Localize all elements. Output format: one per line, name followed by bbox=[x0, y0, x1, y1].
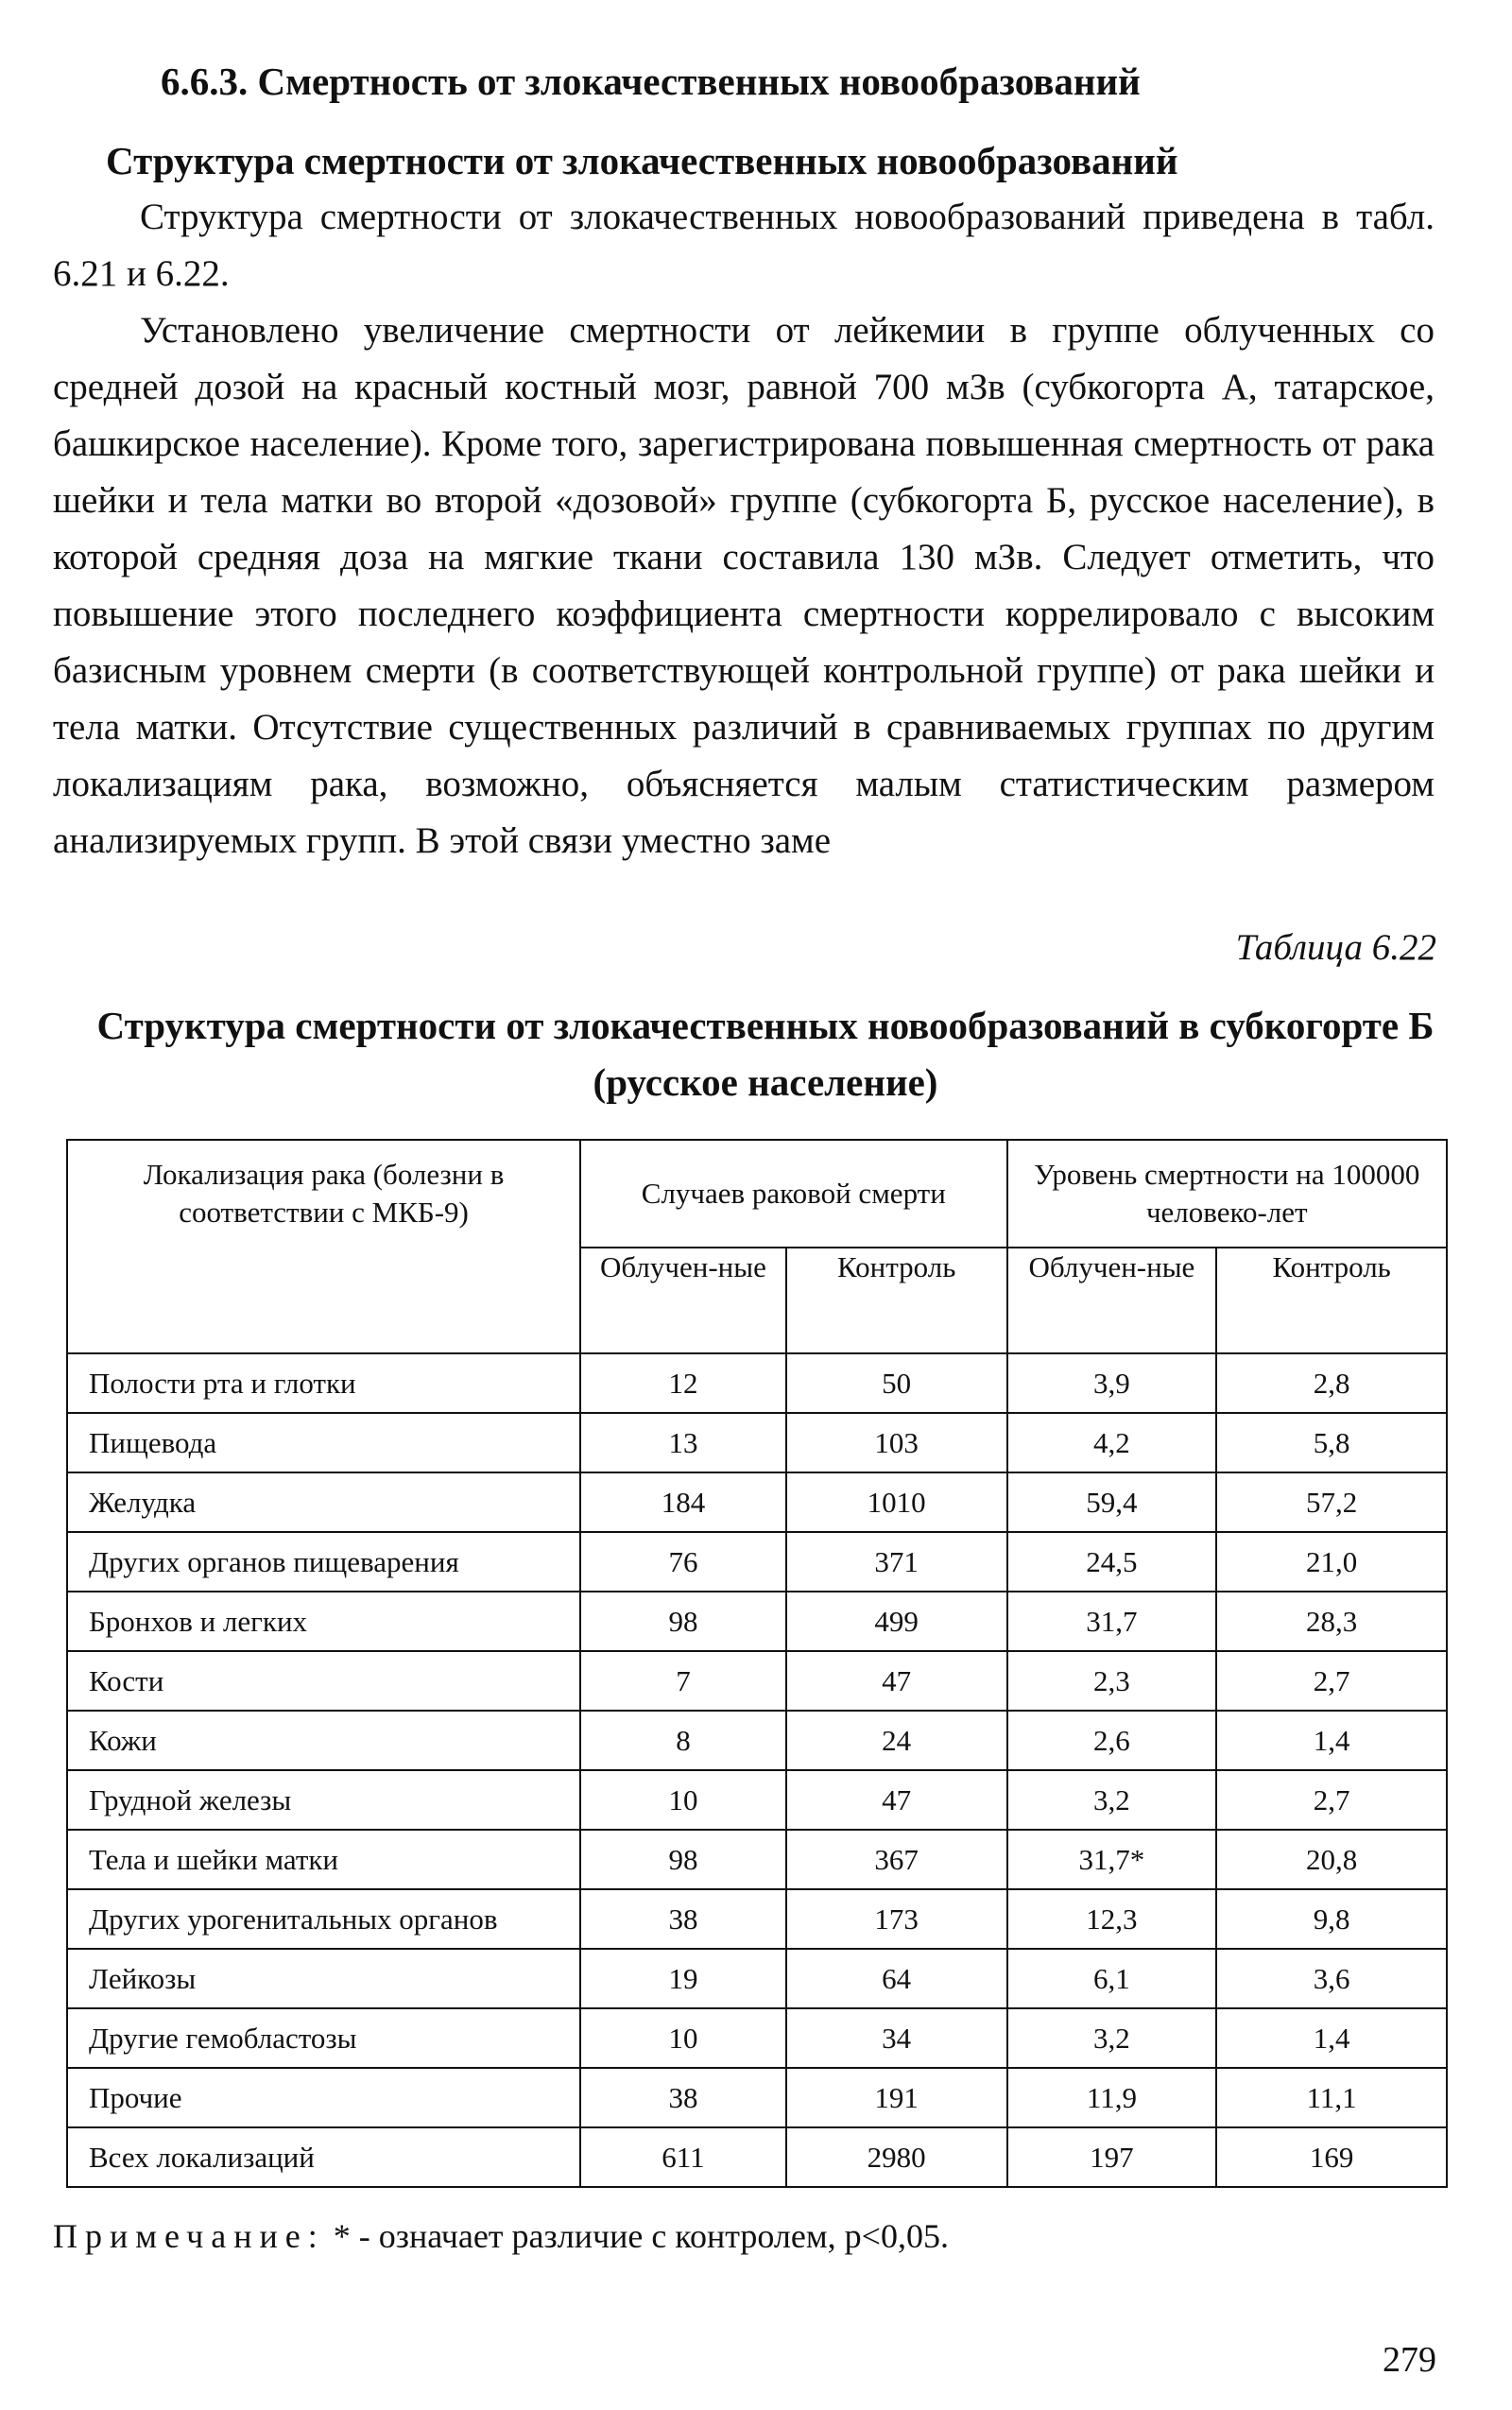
cell-value: 1010 bbox=[786, 1472, 1007, 1532]
cell-localization: Грудной железы bbox=[67, 1770, 580, 1830]
cell-value: 13 bbox=[580, 1413, 786, 1472]
cell-value: 184 bbox=[580, 1472, 786, 1532]
cell-localization: Полости рта и глотки bbox=[67, 1353, 580, 1413]
cell-value: 10 bbox=[580, 1770, 786, 1830]
table-row bbox=[67, 2127, 1447, 2187]
cell-localization: Другие гемобластозы bbox=[67, 2008, 580, 2068]
cell-localization: Других урогенитальных органов bbox=[67, 1889, 580, 1949]
cell-value: 12 bbox=[580, 1353, 786, 1413]
cell-value: 367 bbox=[786, 1830, 1007, 1889]
mortality-table bbox=[66, 1139, 1448, 2188]
cell-value: 173 bbox=[786, 1889, 1007, 1949]
note-label: Примечание: bbox=[53, 2217, 325, 2255]
section-title: 6.6.3. Смертность от злокачественных новообразований bbox=[161, 60, 1141, 103]
cell-value: 28,3 bbox=[1216, 1592, 1447, 1651]
table-body bbox=[67, 1353, 1447, 2187]
paragraph-intro: Структура смертности от злокачественных новообразований приведена в табл. 6.21 и 6.22. bbox=[53, 197, 1435, 294]
header-cases: Случаев раковой смерти bbox=[580, 1140, 1006, 1248]
cell-value: 24 bbox=[786, 1711, 1007, 1770]
header-cases-irradiated: Облучен-ные bbox=[580, 1248, 786, 1353]
table-row bbox=[67, 1592, 1447, 1651]
cell-value: 47 bbox=[786, 1651, 1007, 1711]
header-cases-control: Контроль bbox=[786, 1248, 1007, 1353]
table-note bbox=[53, 2216, 949, 2256]
header-rate-irradiated: Облучен-ные bbox=[1007, 1248, 1217, 1353]
cell-localization: Бронхов и легких bbox=[67, 1592, 580, 1651]
table-header-row bbox=[67, 1140, 1447, 1248]
cell-value: 2,7 bbox=[1216, 1770, 1447, 1830]
note-text: * - означает различие с контролем, р<0,05. bbox=[333, 2217, 949, 2255]
cell-value: 7 bbox=[580, 1651, 786, 1711]
table-row bbox=[67, 2008, 1447, 2068]
paragraph-findings: Установлено увеличение смертности от лейкемии в группе облученных со средней дозой на красный костный мозг, равной 700 мЗв (субкогорта А, татарское, башкирское население). Кроме того, зарегистрирована повышенная смертность от рака шейки и тела матки во второй «дозовой» группе (субкогорта Б, русское население), в которой средняя доза на мягкие ткани составила 130 мЗв. Следует отметить, что повышение этого последнего коэффициента смертности коррелировало с высоким базисным уровнем смерти (в соответствующей контрольной группе) от рака шейки и тела матки. Отсутствие существенных различий в сравниваемых группах по другим локализациям рака, возможно, объясняется малым статистическим размером анализируемых групп. В этой связи уместно заме bbox=[53, 310, 1435, 861]
table-row bbox=[67, 1472, 1447, 1532]
cell-value: 3,6 bbox=[1216, 1949, 1447, 2008]
table-row bbox=[67, 1711, 1447, 1770]
table-row bbox=[67, 1770, 1447, 1830]
table-row bbox=[67, 1532, 1447, 1592]
cell-value: 11,1 bbox=[1216, 2068, 1447, 2127]
cell-value: 59,4 bbox=[1007, 1472, 1217, 1532]
cell-value: 12,3 bbox=[1007, 1889, 1217, 1949]
cell-value: 31,7* bbox=[1007, 1830, 1217, 1889]
table-row bbox=[67, 1413, 1447, 1472]
cell-value: 1,4 bbox=[1216, 2008, 1447, 2068]
cell-value: 19 bbox=[580, 1949, 786, 2008]
cell-value: 47 bbox=[786, 1770, 1007, 1830]
cell-value: 38 bbox=[580, 2068, 786, 2127]
cell-value: 3,9 bbox=[1007, 1353, 1217, 1413]
cell-localization: Пищевода bbox=[67, 1413, 580, 1472]
subsection-title: Структура смертности от злокачественных новообразований bbox=[106, 139, 1178, 182]
header-rate-control: Контроль bbox=[1216, 1248, 1447, 1353]
table-row bbox=[67, 2068, 1447, 2127]
cell-value: 11,9 bbox=[1007, 2068, 1217, 2127]
cell-value: 34 bbox=[786, 2008, 1007, 2068]
table-row bbox=[67, 1353, 1447, 1413]
cell-value: 191 bbox=[786, 2068, 1007, 2127]
cell-value: 20,8 bbox=[1216, 1830, 1447, 1889]
table-row bbox=[67, 1830, 1447, 1889]
table-title: Структура смертности от злокачественных новообразований в субкогорте Б (русское население) bbox=[96, 1004, 1435, 1104]
cell-localization: Прочие bbox=[67, 2068, 580, 2127]
cell-value: 611 bbox=[580, 2127, 786, 2187]
table-row bbox=[67, 1651, 1447, 1711]
cell-value: 38 bbox=[580, 1889, 786, 1949]
cell-localization: Кости bbox=[67, 1651, 580, 1711]
cell-value: 4,2 bbox=[1007, 1413, 1217, 1472]
cell-value: 76 bbox=[580, 1532, 786, 1592]
cell-localization: Лейкозы bbox=[67, 1949, 580, 2008]
cell-value: 6,1 bbox=[1007, 1949, 1217, 2008]
cell-value: 50 bbox=[786, 1353, 1007, 1413]
cell-value: 64 bbox=[786, 1949, 1007, 2008]
cell-value: 3,2 bbox=[1007, 1770, 1217, 1830]
cell-value: 3,2 bbox=[1007, 2008, 1217, 2068]
cell-value: 10 bbox=[580, 2008, 786, 2068]
cell-localization: Тела и шейки матки bbox=[67, 1830, 580, 1889]
header-localization: Локализация рака (болезни в соответствии с МКБ-9) bbox=[67, 1140, 580, 1353]
cell-value: 2,7 bbox=[1216, 1651, 1447, 1711]
cell-value: 1,4 bbox=[1216, 1711, 1447, 1770]
cell-value: 24,5 bbox=[1007, 1532, 1217, 1592]
table-row bbox=[67, 1949, 1447, 2008]
cell-value: 31,7 bbox=[1007, 1592, 1217, 1651]
cell-value: 2,8 bbox=[1216, 1353, 1447, 1413]
cell-value: 2,3 bbox=[1007, 1651, 1217, 1711]
cell-value: 98 bbox=[580, 1592, 786, 1651]
header-rate: Уровень смертности на 100000 человеко-лет bbox=[1007, 1140, 1447, 1248]
cell-value: 57,2 bbox=[1216, 1472, 1447, 1532]
cell-value: 499 bbox=[786, 1592, 1007, 1651]
cell-localization: Всех локализаций bbox=[67, 2127, 580, 2187]
cell-localization: Кожи bbox=[67, 1711, 580, 1770]
cell-value: 197 bbox=[1007, 2127, 1217, 2187]
table-caption: Таблица 6.22 bbox=[1235, 927, 1436, 968]
cell-value: 21,0 bbox=[1216, 1532, 1447, 1592]
cell-value: 371 bbox=[786, 1532, 1007, 1592]
table-row bbox=[67, 1889, 1447, 1949]
cell-value: 98 bbox=[580, 1830, 786, 1889]
cell-localization: Других органов пищеварения bbox=[67, 1532, 580, 1592]
page-number: 279 bbox=[1383, 2340, 1436, 2380]
cell-value: 9,8 bbox=[1216, 1889, 1447, 1949]
cell-value: 169 bbox=[1216, 2127, 1447, 2187]
cell-value: 5,8 bbox=[1216, 1413, 1447, 1472]
cell-localization: Желудка bbox=[67, 1472, 580, 1532]
cell-value: 8 bbox=[580, 1711, 786, 1770]
cell-value: 103 bbox=[786, 1413, 1007, 1472]
cell-value: 2,6 bbox=[1007, 1711, 1217, 1770]
cell-value: 2980 bbox=[786, 2127, 1007, 2187]
